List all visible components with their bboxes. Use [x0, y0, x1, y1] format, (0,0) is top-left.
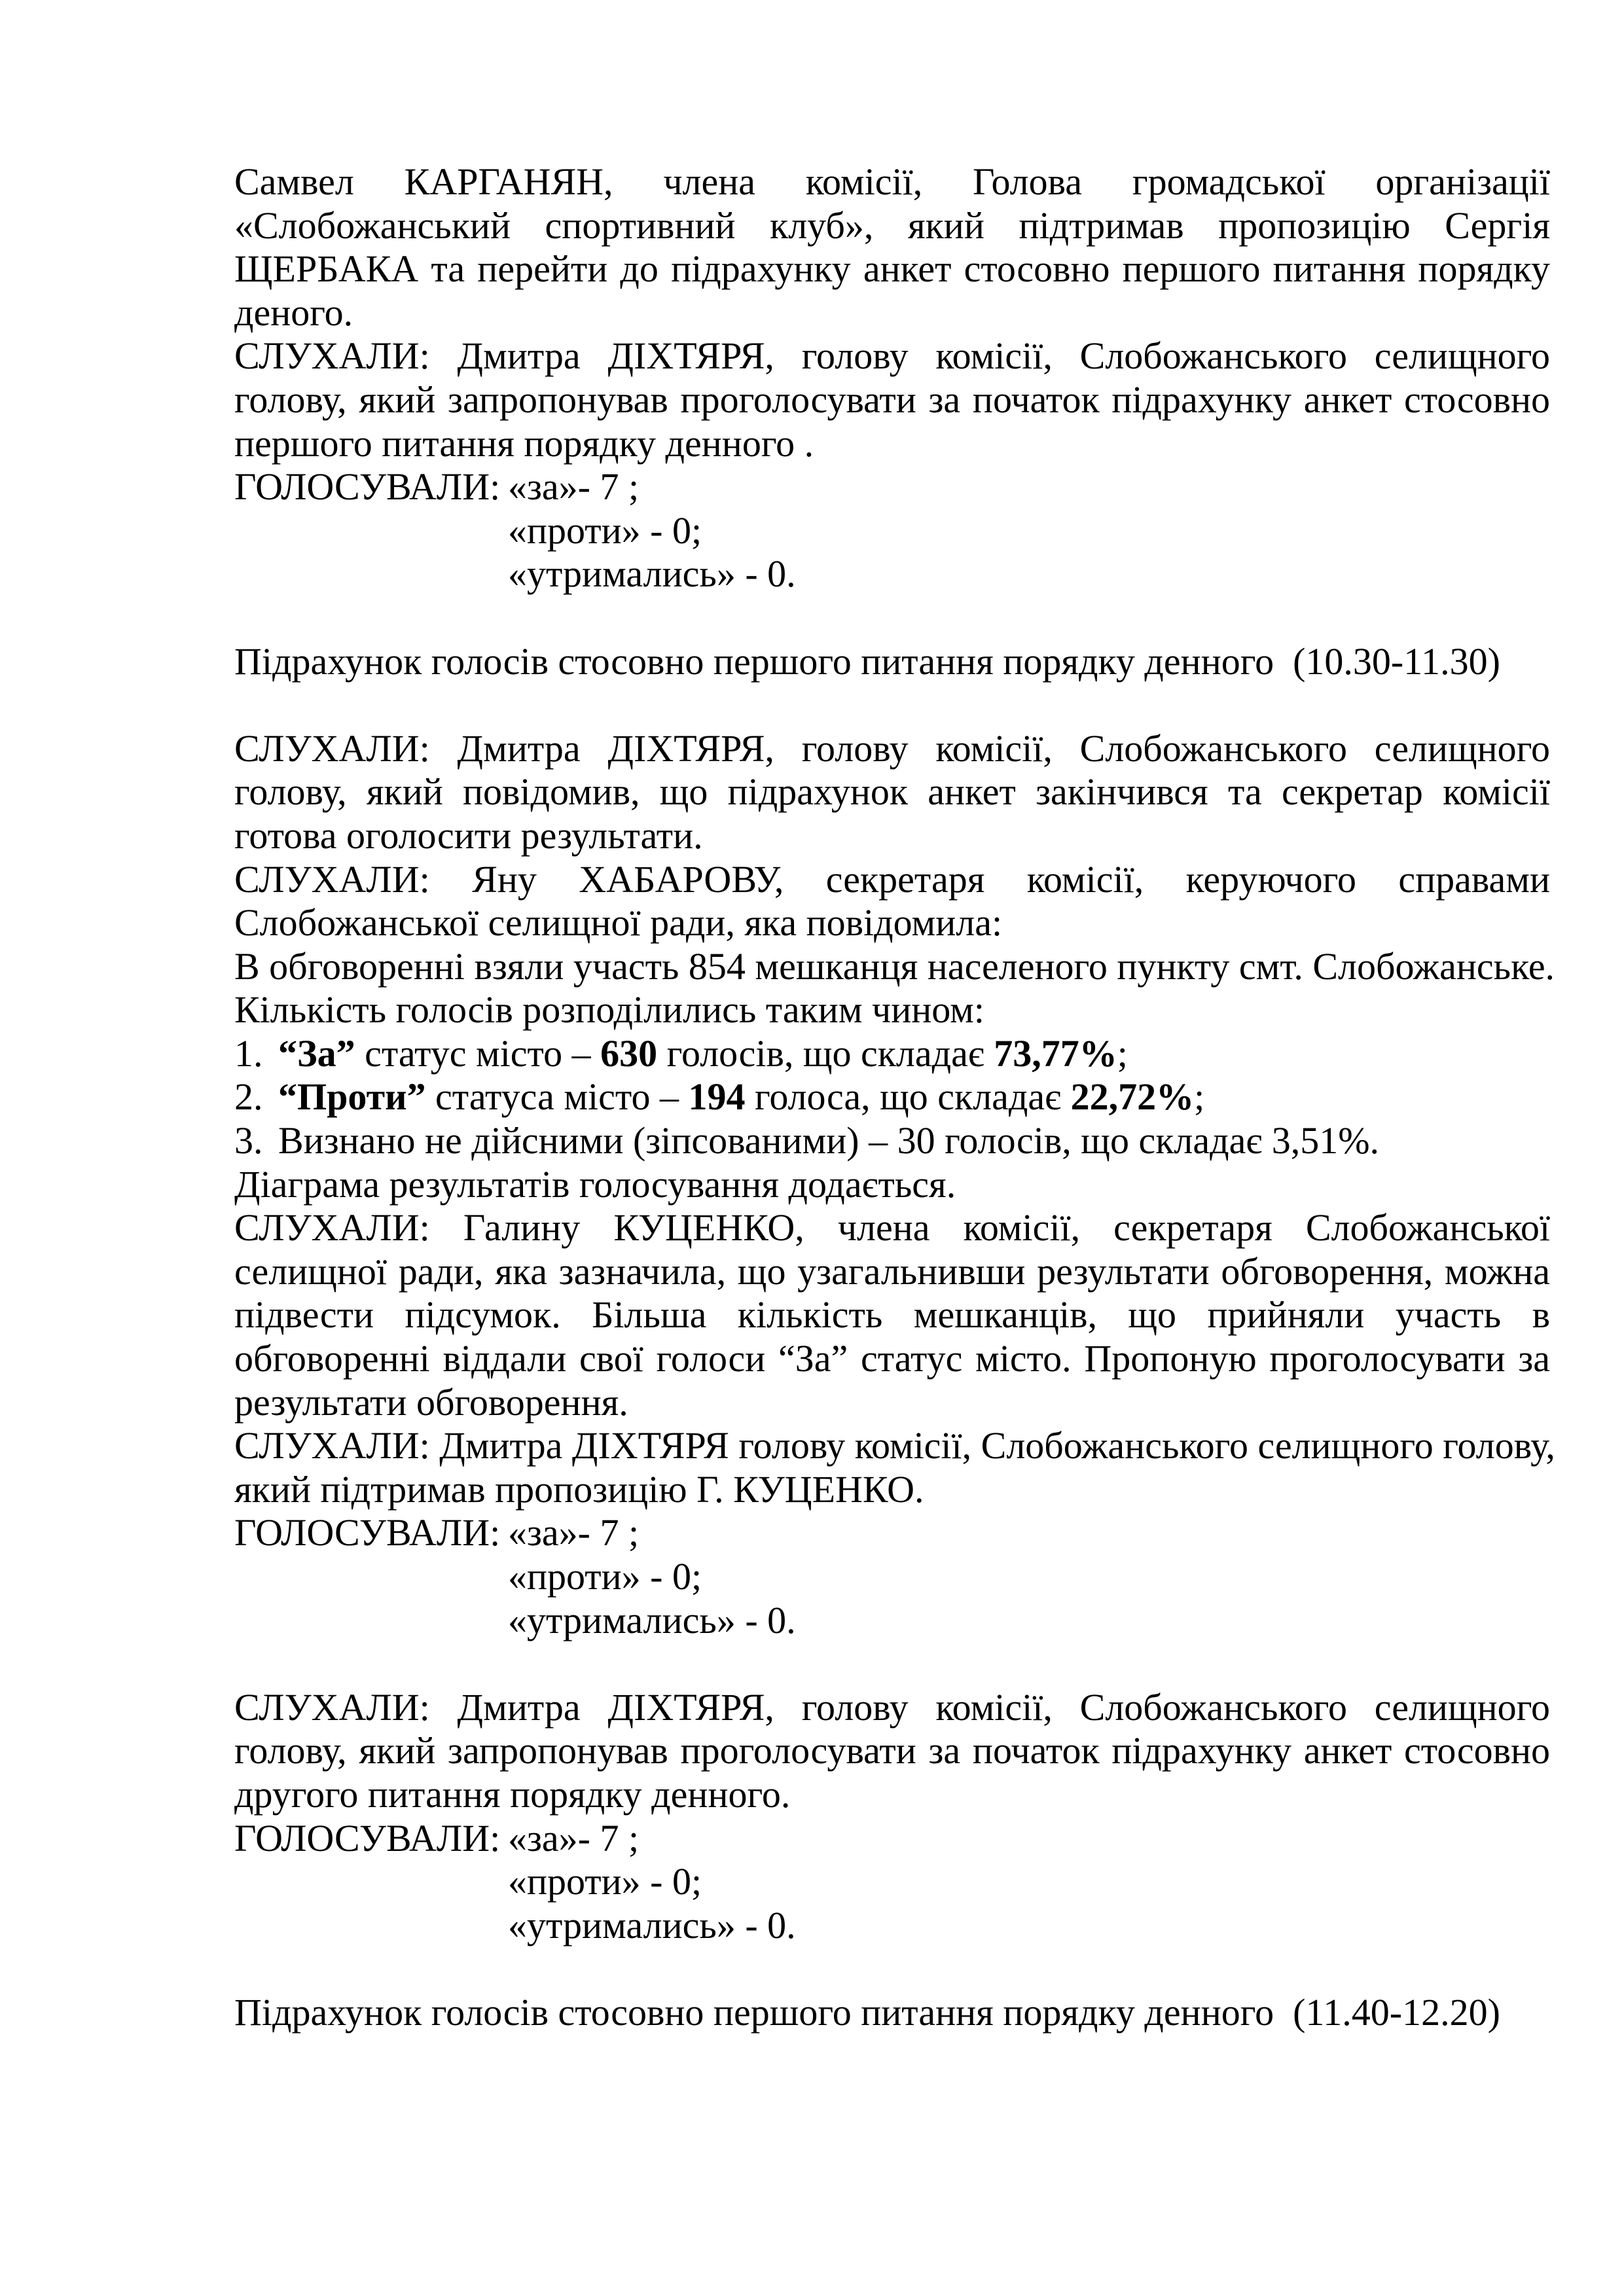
vote-against: «проти» - 0;	[508, 1860, 702, 1903]
vote-row-abstained	[234, 1904, 1550, 1948]
text-fragment: ;	[1194, 1075, 1205, 1119]
vote-row-against	[234, 1860, 1550, 1904]
paragraph-line: селищної ради, яка зазначила, що узагальнивши результати обговорення, можна	[234, 1249, 1550, 1293]
text-line: Кількість голосів розподілились таким чином:	[234, 988, 984, 1031]
blank-line	[234, 683, 1550, 727]
vote-label: ГОЛОСУВАЛИ:	[234, 465, 501, 509]
vote-label: ГОЛОСУВАЛИ:	[234, 1816, 501, 1859]
paragraph-line: результати обговорення.	[234, 1380, 628, 1424]
paragraph-line: «Слобожанський спортивний клуб», який підтримав пропозицію Сергія	[234, 204, 1550, 247]
paragraph-line: СЛУХАЛИ: Дмитра ДІХТЯРЯ, голову комісії, Слобожанського селищного	[234, 726, 1550, 770]
vote-block	[234, 1817, 1550, 1948]
list-number: 3.	[234, 1119, 263, 1162]
paragraph-line: голову, який запропонував проголосувати за початок підрахунку анкет стосовно	[234, 378, 1550, 421]
bold-value: 630	[600, 1031, 658, 1075]
vote-against: «проти» - 0;	[508, 509, 702, 552]
paragraph-line: СЛУХАЛИ: Дмитра ДІХТЯРЯ, голову комісії, Слобожанського селищного	[234, 334, 1550, 378]
vote-abstained: «утримались» - 0.	[508, 552, 796, 596]
results-list-item	[234, 1032, 1550, 1076]
results-list-item	[234, 1119, 1550, 1163]
vote-row-for	[234, 465, 1550, 509]
vote-row-abstained	[234, 1599, 1550, 1643]
vote-spacer	[234, 1599, 508, 1643]
paragraph-line: СЛУХАЛИ: Галину КУЦЕНКО, члена комісії, секретаря Слобожанської	[234, 1206, 1550, 1249]
paragraph	[234, 1686, 1550, 1817]
vote-block	[234, 1511, 1550, 1642]
text-fragment: голоса, що складає	[745, 1075, 1071, 1119]
vote-abstained: «утримались» - 0.	[508, 1903, 796, 1946]
paragraph-line: підвести підсумок. Більша кількість мешканців, що прийняли участь в	[234, 1293, 1550, 1336]
paragraph-line: СЛУХАЛИ: Дмитра ДІХТЯРЯ голову комісії, Слобожанського селищного голову,	[234, 1424, 1555, 1467]
blank-line	[234, 1947, 1550, 1991]
paragraph-line: голову, який запропонував проголосувати за початок підрахунку анкет стосовно	[234, 1729, 1550, 1772]
text-fragment: статус місто –	[355, 1031, 601, 1075]
vote-abstained: «утримались» - 0.	[508, 1598, 796, 1641]
vote-spacer	[234, 1860, 508, 1904]
text-fragment: ;	[1117, 1031, 1128, 1075]
results-list	[234, 1032, 1550, 1163]
blank-line	[234, 1642, 1550, 1686]
bold-value: 194	[688, 1075, 746, 1119]
vote-row-for	[234, 1511, 1550, 1555]
paragraph	[234, 1206, 1550, 1424]
list-number: 2.	[234, 1075, 263, 1119]
vote-row-against	[234, 509, 1550, 553]
vote-spacer	[234, 1555, 508, 1599]
vote-block	[234, 465, 1550, 596]
paragraph-line: голову, який повідомив, що підрахунок анкет закінчився та секретар комісії	[234, 770, 1550, 814]
text-line: Діаграма результатів голосування додається.	[234, 1162, 956, 1206]
paragraph-line: деного.	[234, 291, 353, 334]
list-item-text	[278, 1075, 1204, 1119]
paragraph-line: другого питання порядку денного.	[234, 1772, 791, 1816]
vote-for: «за»- 7 ;	[508, 1816, 640, 1859]
vote-row-against	[234, 1555, 1550, 1599]
paragraph-line: Слобожанської селищної ради, яка повідомила:	[234, 901, 1003, 944]
vote-spacer	[234, 1904, 508, 1948]
bold-value: “За”	[278, 1031, 355, 1075]
vote-spacer	[234, 552, 508, 596]
text-fragment: голосів, що складає	[657, 1031, 994, 1075]
paragraph	[234, 858, 1550, 945]
vote-spacer	[234, 509, 508, 553]
results-list-item	[234, 1075, 1550, 1119]
bold-value: 73,77%	[994, 1031, 1117, 1075]
vote-label: ГОЛОСУВАЛИ:	[234, 1511, 501, 1554]
vote-for: «за»- 7 ;	[508, 465, 640, 509]
text-line: В обговоренні взяли участь 854 мешканця населеного пункту смт. Слобожанське.	[234, 944, 1555, 988]
vote-row-abstained	[234, 552, 1550, 596]
vote-row-for	[234, 1817, 1550, 1861]
list-item-text	[278, 1119, 1379, 1163]
document-page	[234, 160, 1555, 2035]
blank-line	[234, 596, 1550, 640]
paragraph-line: обговоренні віддали свої голоси “За” статус місто. Пропоную проголосувати за	[234, 1337, 1550, 1380]
paragraph	[234, 727, 1550, 858]
paragraph	[234, 1424, 1555, 1511]
paragraph-line: першого питання порядку денного .	[234, 422, 814, 465]
list-item-text	[278, 1032, 1128, 1076]
paragraph-line: готова оголосити результати.	[234, 814, 703, 857]
paragraph	[234, 334, 1550, 465]
list-number: 1.	[234, 1031, 263, 1075]
paragraph-line: який підтримав пропозицію Г. КУЦЕНКО.	[234, 1467, 924, 1511]
paragraph-line: ЩЕРБАКА та перейти до підрахунку анкет стосовно першого питання порядку	[234, 247, 1550, 291]
paragraph-line: СЛУХАЛИ: Дмитра ДІХТЯРЯ, голову комісії, Слобожанського селищного	[234, 1685, 1550, 1729]
paragraph	[234, 160, 1550, 334]
text-fragment: статуса місто –	[425, 1075, 689, 1119]
paragraph-line: Самвел КАРГАНЯН, члена комісії, Голова громадської організації	[234, 160, 1550, 203]
text-fragment: Визнано не дійсними (зіпсованими) – 30 голосів, що складає 3,51%.	[278, 1119, 1380, 1162]
vote-against: «проти» - 0;	[508, 1555, 702, 1598]
vote-for: «за»- 7 ;	[508, 1511, 640, 1554]
paragraph-line: СЛУХАЛИ: Яну ХАБАРОВУ, секретаря комісії, керуючого справами	[234, 857, 1550, 901]
bold-value: “Проти”	[278, 1075, 426, 1119]
bold-value: 22,72%	[1070, 1075, 1195, 1119]
text-line: Підрахунок голосів стосовно першого питання порядку денного (11.40-12.20)	[234, 1990, 1500, 2034]
text-line: Підрахунок голосів стосовно першого питання порядку денного (10.30-11.30)	[234, 639, 1500, 683]
